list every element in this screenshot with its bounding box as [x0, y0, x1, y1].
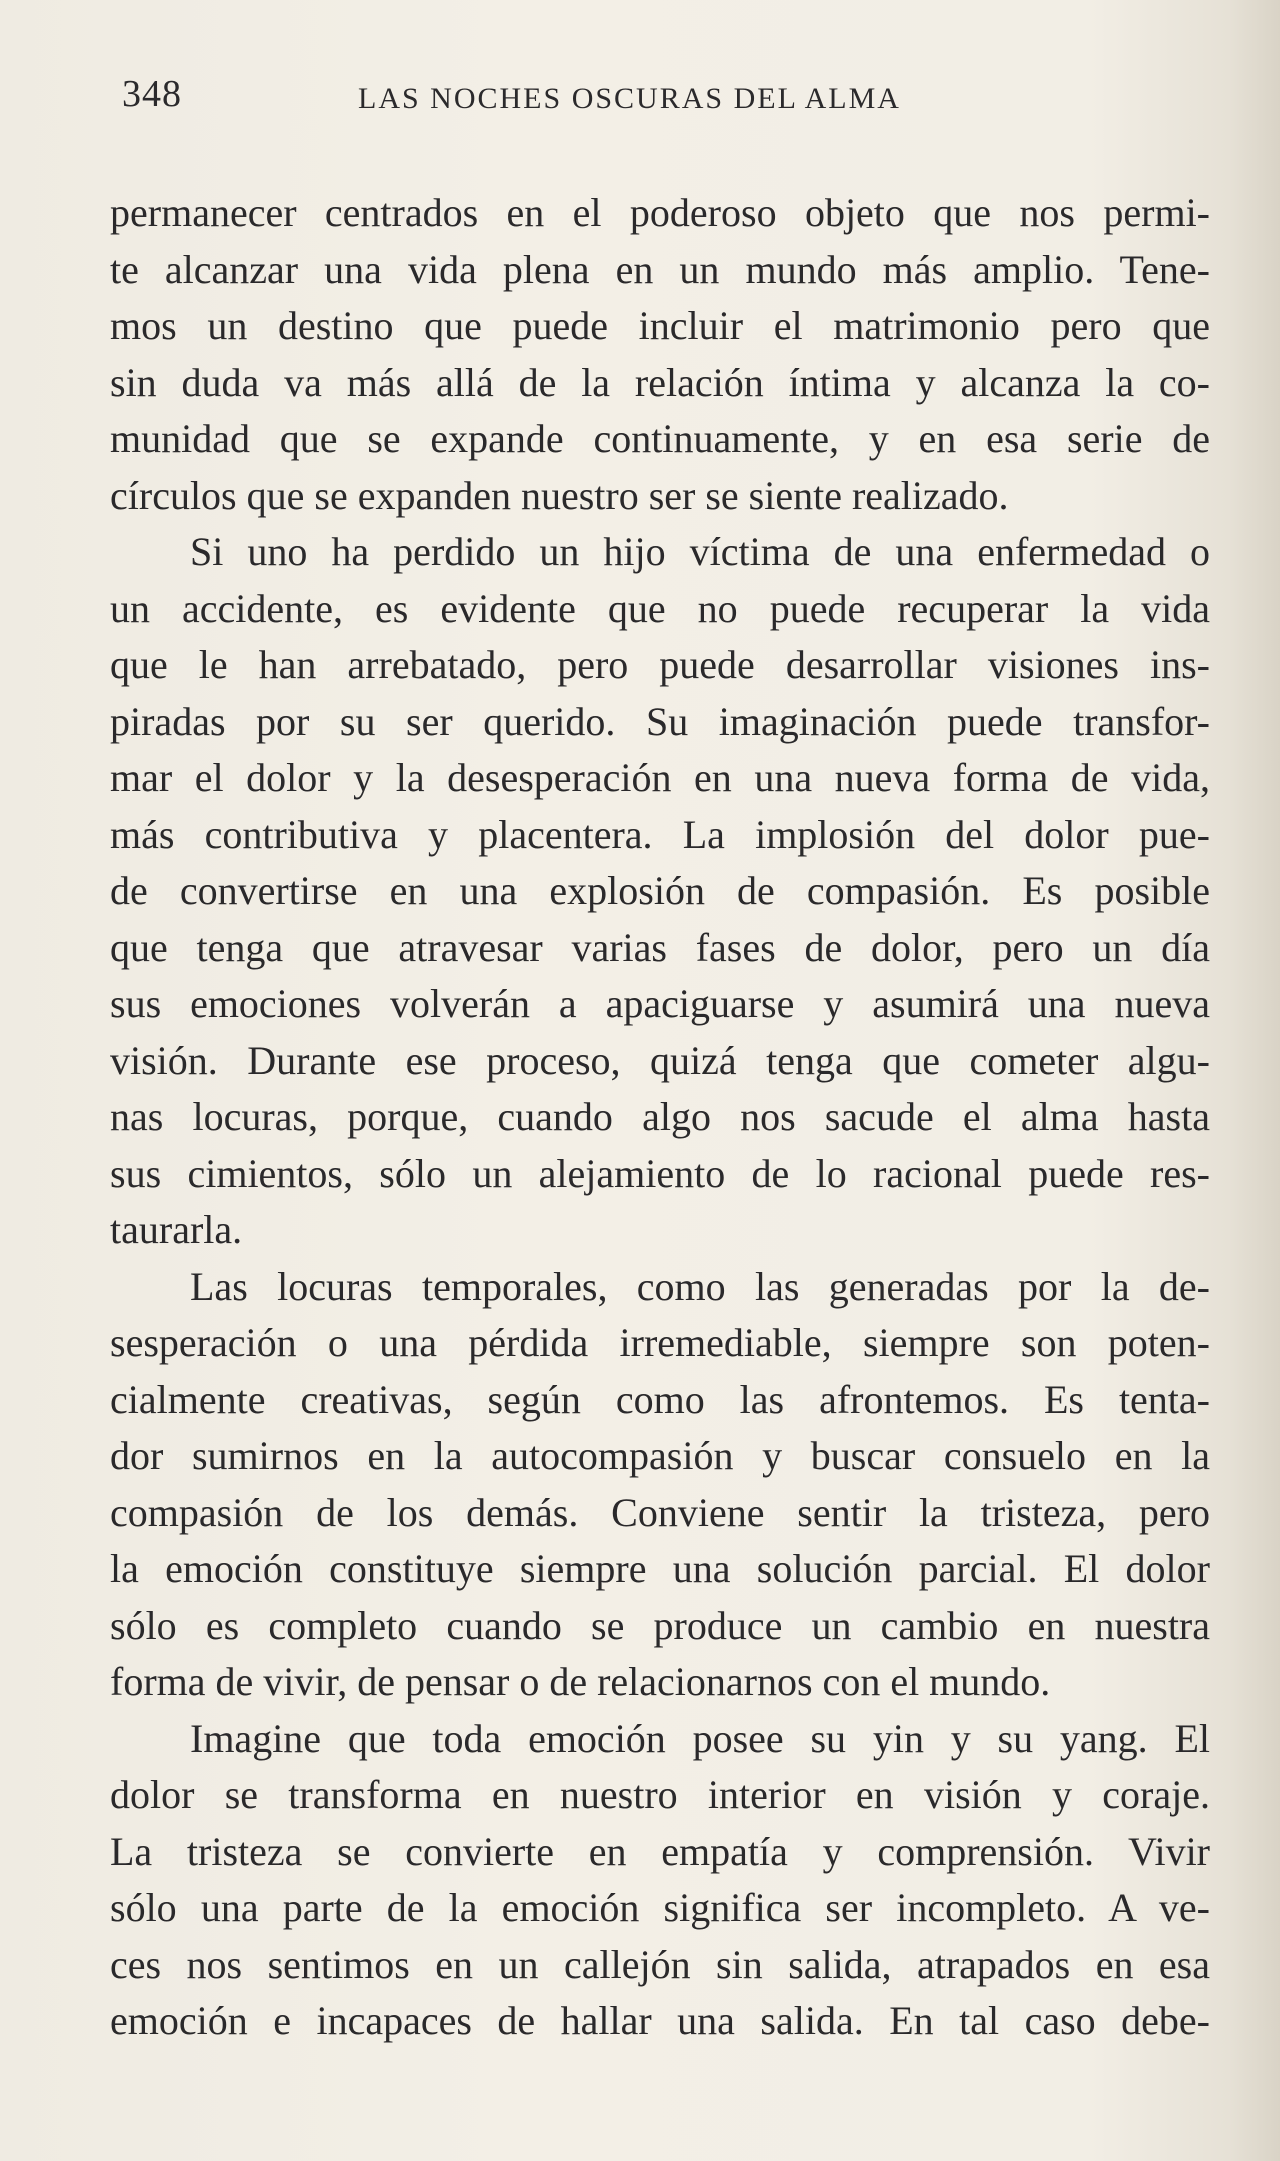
- text-line: círculos que se expanden nuestro ser se siente realizado.: [110, 472, 1009, 518]
- text-line: Las locuras temporales, como las generadas por la de-: [190, 1263, 1210, 1309]
- text-line: un accidente, es evidente que no puede recuperar la vida: [110, 585, 1210, 631]
- text-line: cialmente creativas, según como las afrontemos. Es tenta-: [110, 1376, 1210, 1422]
- text-line: la emoción constituye siempre una solución parcial. El dolor: [110, 1546, 1210, 1591]
- page-number: 348: [122, 73, 182, 115]
- text-line: sesperación o una pérdida irremediable, siempre son poten-: [110, 1320, 1210, 1365]
- text-line: munidad que se expande continuamente, y en esa serie de: [110, 416, 1210, 461]
- text-line: visión. Durante ese proceso, quizá tenga que cometer algu-: [110, 1037, 1210, 1083]
- text-line: sin duda va más allá de la relación íntima y alcanza la co-: [110, 359, 1210, 405]
- text-line: sus cimientos, sólo un alejamiento de lo racional puede res-: [110, 1150, 1210, 1196]
- text-line: forma de vivir, de pensar o de relacionarnos con el mundo.: [110, 1659, 1051, 1704]
- text-line: más contributiva y placentera. La implosión del dolor pue-: [110, 811, 1210, 857]
- text-line: emoción e incapaces de hallar una salida. En tal caso debe-: [110, 1998, 1210, 2043]
- text-line: mos un destino que puede incluir el matrimonio pero que: [110, 303, 1210, 348]
- text-line: sólo una parte de la emoción significa ser incompleto. A ve-: [110, 1885, 1210, 1930]
- text-line: permanecer centrados en el poderoso objeto que nos permi-: [110, 190, 1210, 235]
- text-line: taurarla.: [110, 1207, 243, 1252]
- text-line: sus emociones volverán a apaciguarse y asumirá una nueva: [110, 981, 1210, 1026]
- text-line: dolor se transforma en nuestro interior en visión y coraje.: [110, 1772, 1210, 1817]
- text-line: nas locuras, porque, cuando algo nos sacude el alma hasta: [110, 1094, 1210, 1139]
- text-line: de convertirse en una explosión de compasión. Es posible: [110, 868, 1210, 913]
- text-line: dor sumirnos en la autocompasión y buscar consuelo en la: [110, 1433, 1210, 1478]
- text-line: Imagine que toda emoción posee su yin y su yang. El: [190, 1715, 1210, 1761]
- text-line: mar el dolor y la desesperación en una nueva forma de vida,: [110, 755, 1210, 800]
- text-line: que le han arrebatado, pero puede desarrollar visiones ins-: [110, 642, 1210, 687]
- text-line: piradas por su ser querido. Su imaginación puede transfor-: [110, 698, 1210, 744]
- text-line: Si uno ha perdido un hijo víctima de una enfermedad o: [190, 529, 1210, 574]
- text-line: sólo es completo cuando se produce un cambio en nuestra: [110, 1602, 1210, 1648]
- text-line: La tristeza se convierte en empatía y comprensión. Vivir: [110, 1828, 1210, 1874]
- text-line: que tenga que atravesar varias fases de dolor, pero un día: [110, 924, 1210, 970]
- page-header: [122, 72, 1222, 132]
- running-head: LAS NOCHES OSCURAS DEL ALMA: [358, 82, 901, 115]
- body-text: [110, 185, 1210, 2050]
- text-line: te alcanzar una vida plena en un mundo más amplio. Tene-: [110, 246, 1210, 292]
- text-line: compasión de los demás. Conviene sentir la tristeza, pero: [110, 1489, 1210, 1535]
- text-line: ces nos sentimos en un callejón sin salida, atrapados en esa: [110, 1941, 1210, 1987]
